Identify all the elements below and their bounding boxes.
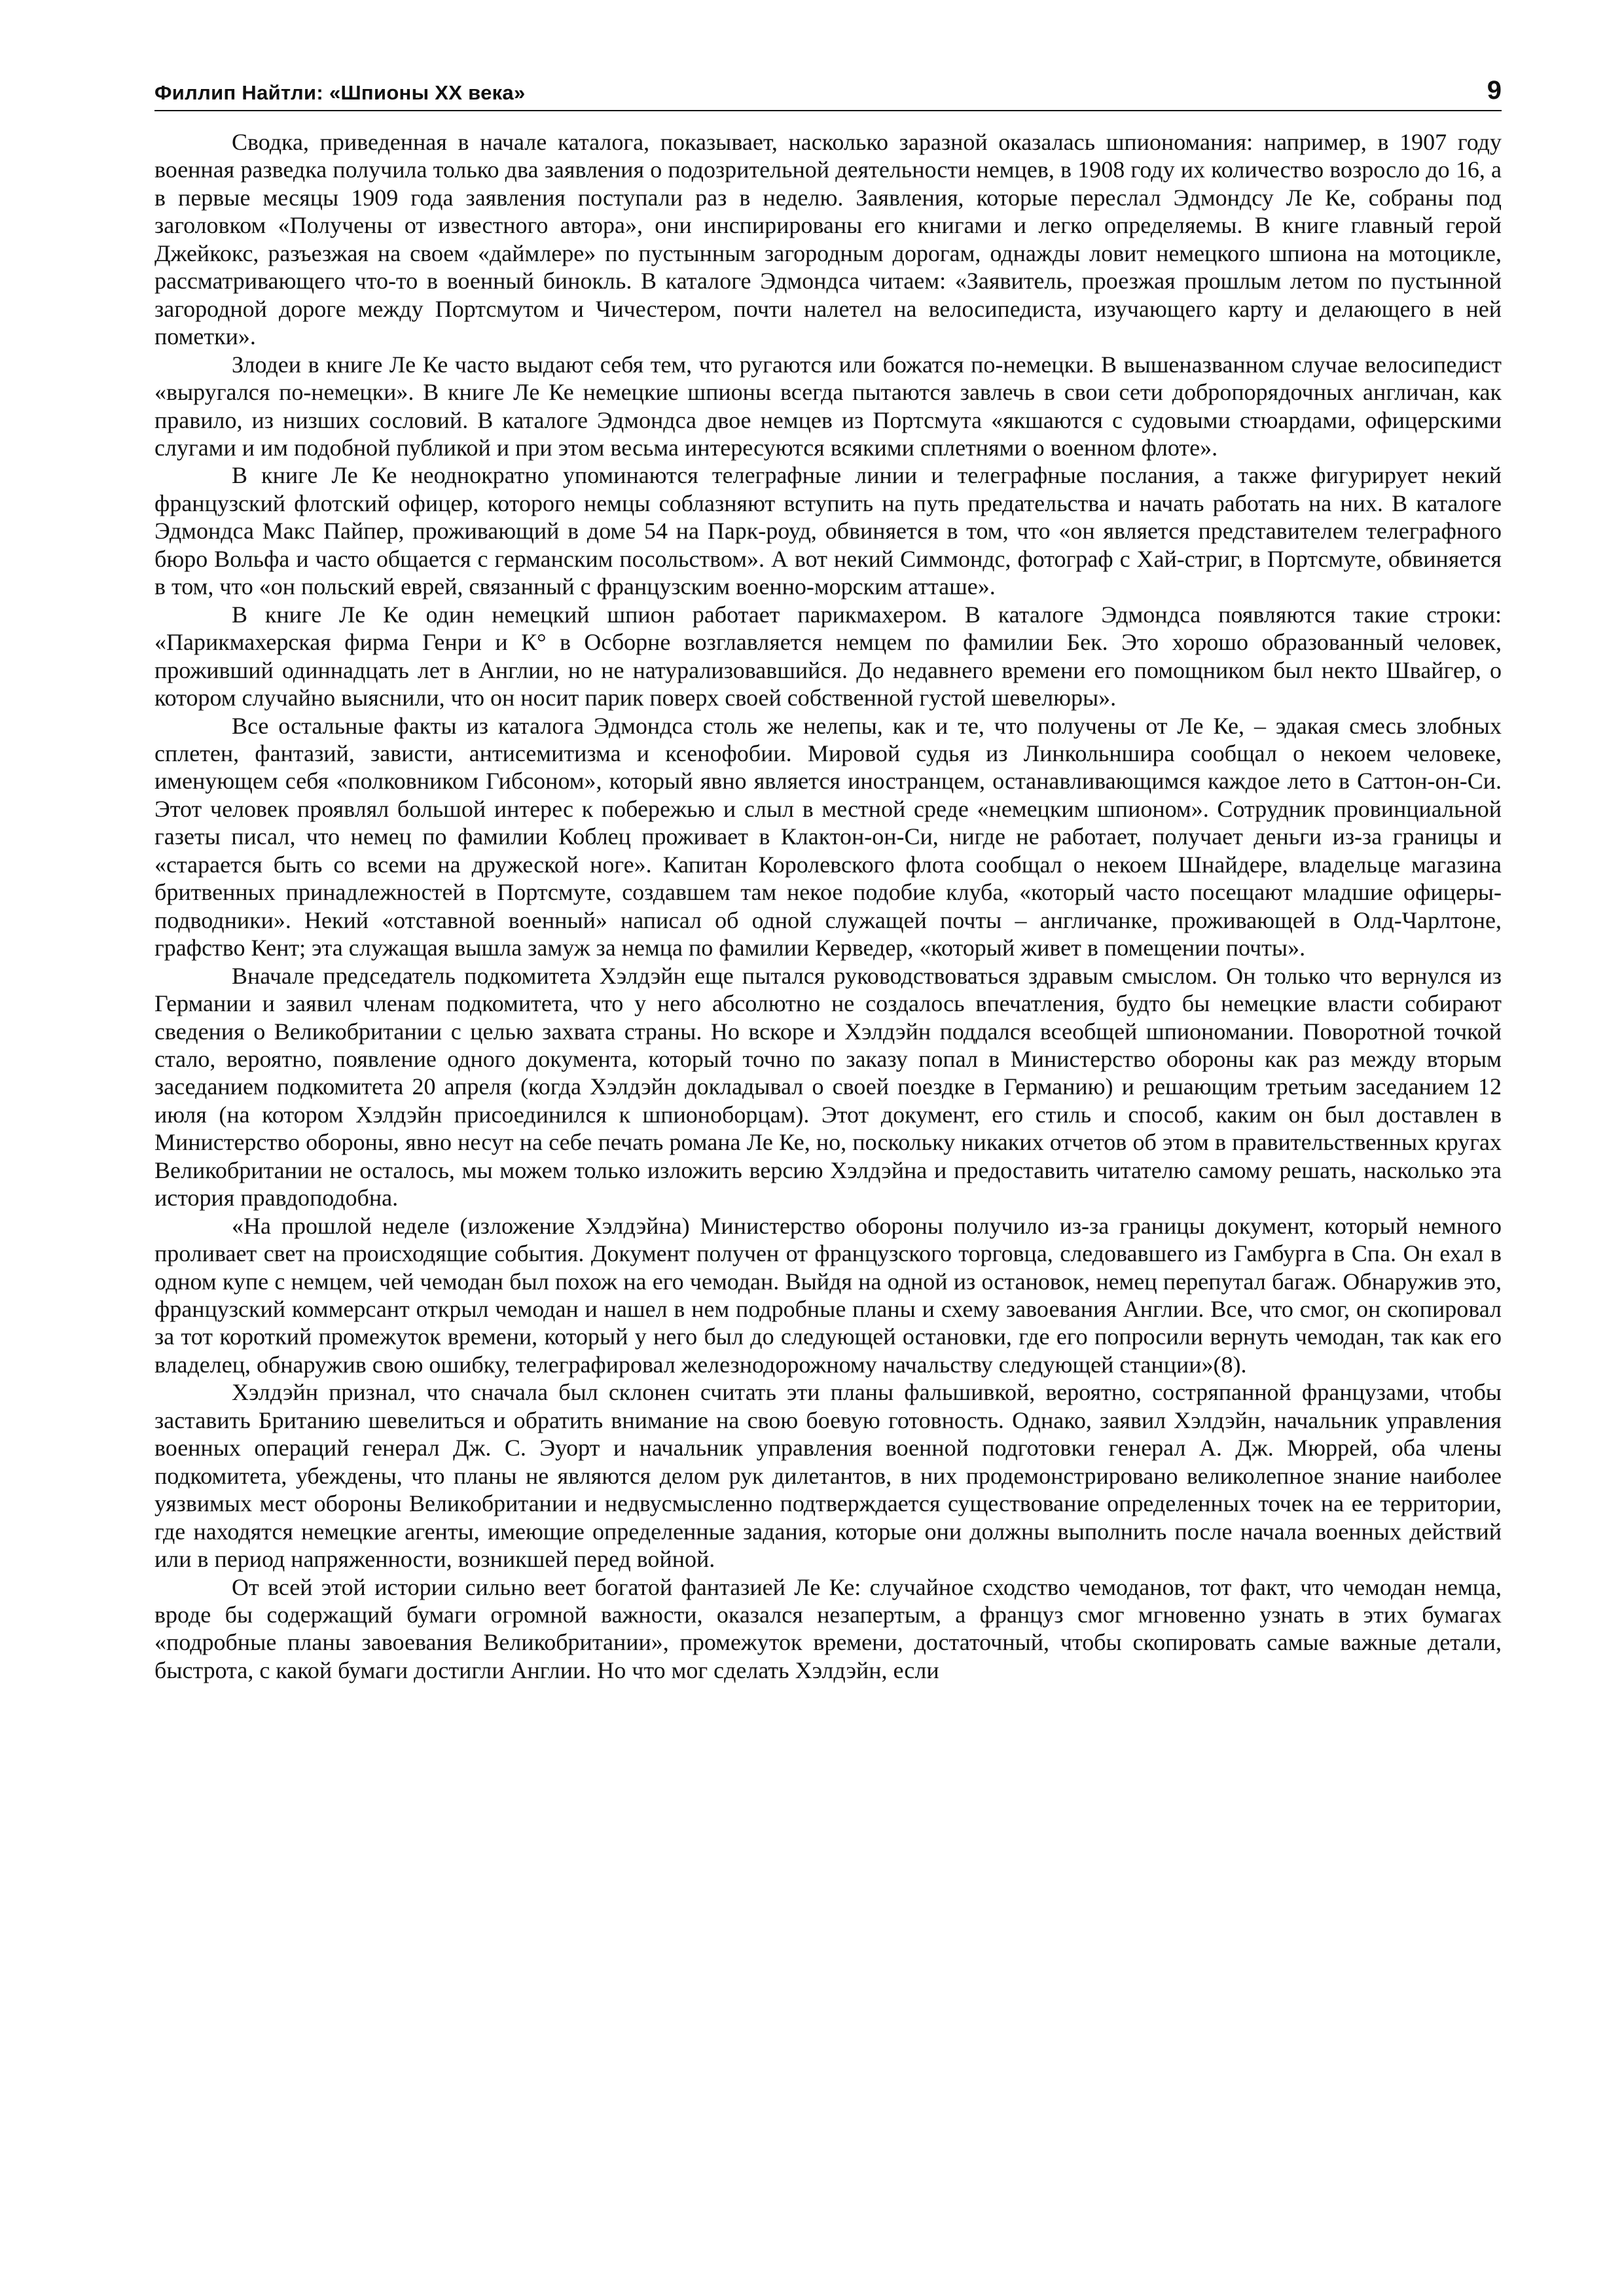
paragraph: Вначале председатель подкомитета Хэлдэйн еще пытался руководствоваться здравым смыслом. Он только что вернулся из Германии и заявил членам подкомитета, что у него абсолютно не создалось впечатления, будто бы немецкие власти собирают сведения о Великобритании с целью захвата страны. Но вскоре и Хэлдэйн поддался всеобщей шпиономании. Поворотной точкой стало, вероятно, появление одного документа, который точно по заказу попал в Министерство обороны как раз между вторым заседанием подкомитета 20 апреля (когда Хэлдэйн докладывал о своей поездке в Германию) и решающим третьим заседанием 12 июля (на котором Хэлдэйн присоединился к шпионоборцам). Этот документ, его стиль и способ, каким он был доставлен в Министерство обороны, явно несут на себе печать романа Ле Ке, но, поскольку никаких отчетов об этом в правительственных кругах Великобритании не осталось, мы можем только изложить версию Хэлдэйна и предоставить читателю самому решать, насколько эта история правдоподобна. (154, 962, 1502, 1211)
page-number: 9 (1487, 76, 1502, 105)
book-title: Филлип Найтли: «Шпионы XX века» (154, 81, 526, 104)
running-header (154, 73, 1502, 111)
body-text (154, 128, 1502, 1684)
paragraph: Все остальные факты из каталога Эдмондса столь же нелепы, как и те, что получены от Ле Ке, – эдакая смесь злобных сплетен, фантазий, зависти, антисемитизма и ксенофобии. Мировой судья из Линкольншира сообщал о некоем человеке, именующем себя «полковником Гибсоном», который явно является иностранцем, останавливающимся каждое лето в Саттон-он-Си. Этот человек проявлял большой интерес к побережью и слыл в местной среде «немецким шпионом». Сотрудник провинциальной газеты писал, что немец по фамилии Коблец проживает в Клактон-он-Си, нигде не работает, получает деньги из-за границы и «старается быть со всеми на дружеской ноге». Капитан Королевского флота сообщал о некоем Шнайдере, владельце магазина бритвенных принадлежностей в Портсмуте, создавшем там некое подобие клуба, «который часто посещают младшие офицеры-подводники». Некий «отставной военный» написал об одной служащей почты – англичанке, проживающей в Олд-Чарлтоне, графство Кент; эта служащая вышла замуж за немца по фамилии Керведер, «который живет в помещении почты». (154, 712, 1502, 961)
paragraph: В книге Ле Ке один немецкий шпион работает парикмахером. В каталоге Эдмондса появляются такие строки: «Парикмахерская фирма Генри и К° в Осборне возглавляется немцем по фамилии Бек. Это хорошо образованный человек, проживший одиннадцать лет в Англии, но не натурализовавшийся. До недавнего времени его помощником был некто Швайгер, о котором случайно выяснили, что он носит парик поверх своей собственной густой шевелюры». (154, 601, 1502, 711)
paragraph: Сводка, приведенная в начале каталога, показывает, насколько заразной оказалась шпиономания: например, в 1907 году военная разведка получила только два заявления о подозрительной деятельности немцев, в 1908 году их количество возросло до 16, а в первые месяцы 1909 года заявления поступали раз в неделю. Заявления, которые переслал Эдмондсу Ле Ке, собраны под заголовком «Получены от известного автора», они инспирированы его книгами и легко определяемы. В книге главный герой Джейкокс, разъезжая на своем «даймлере» по пустынным загородным дорогам, однажды ловит немецкого шпиона на мотоцикле, рассматривающего что-то в военный бинокль. В каталоге Эдмондса читаем: «Заявитель, проезжая прошлым летом по пустынной загородной дороге между Портсмутом и Чичестером, почти налетел на велосипедиста, изучающего карту и делающего в ней пометки». (154, 129, 1502, 350)
paragraph: Хэлдэйн признал, что сначала был склонен считать эти планы фальшивкой, вероятно, состряпанной французами, чтобы заставить Британию шевелиться и обратить внимание на свою боевую готовность. Однако, заявил Хэлдэйн, начальник управления военных операций генерал Дж. С. Эуорт и начальник управления военной подготовки генерал А. Дж. Мюррей, оба члены подкомитета, убеждены, что планы не являются делом рук дилетантов, в них продемонстрировано великолепное знание наиболее уязвимых мест обороны Великобритании и недвусмысленно подтверждается существование определенных точек на ее территории, где находятся немецкие агенты, имеющие определенные задания, которые они должны выполнить после начала военных действий или в период напряженности, возникшей перед войной. (154, 1379, 1502, 1573)
paragraph: От всей этой истории сильно веет богатой фантазией Ле Ке: случайное сходство чемоданов, тот факт, что чемодан немца, вроде бы содержащий бумаги огромной важности, оказался незапертым, а француз смог мгновенно узнать в этих бумагах «подробные планы завоевания Великобритании», промежуток времени, достаточный, чтобы скопировать самые важные детали, быстрота, с какой бумаги достигли Англии. Но что мог сделать Хэлдэйн, если (154, 1573, 1502, 1683)
paragraph: В книге Ле Ке неоднократно упоминаются телеграфные линии и телеграфные послания, а также фигурирует некий французский флотский офицер, которого немцы соблазняют вступить на путь предательства и начать работать на них. В каталоге Эдмондса Макс Пайпер, проживающий в доме 54 на Парк-роуд, обвиняется в том, что «он является представителем телеграфного бюро Вольфа и часто общается с германским посольством». А вот некий Симмондс, фотограф с Хай-стриг, в Портсмуте, обвиняется в том, что «он польский еврей, связанный с французским военно-морским атташе». (154, 462, 1502, 600)
paragraph: «На прошлой неделе (изложение Хэлдэйна) Министерство обороны получило из-за границы документ, который немного проливает свет на происходящие события. Документ получен от французского торговца, следовавшего из Гамбурга в Спа. Он ехал в одном купе с немцем, чей чемодан был похож на его чемодан. Выйдя на одной из остановок, немец перепутал багаж. Обнаружив это, французский коммерсант открыл чемодан и нашел в нем подробные планы и схему завоевания Англии. Все, что смог, он скопировал за тот короткий промежуток времени, который у него был до следующей остановки, где его попросили вернуть чемодан, так как его владелец, обнаружив свою ошибку, телеграфировал железнодорожному начальству следующей станции»(8). (154, 1212, 1502, 1378)
paragraph: Злодеи в книге Ле Ке часто выдают себя тем, что ругаются или божатся по-немецки. В вышеназванном случае велосипедист «выругался по-немецки». В книге Ле Ке немецкие шпионы всегда пытаются завлечь в свои сети добропорядочных англичан, как правило, из низших сословий. В каталоге Эдмондса двое немцев из Портсмута «якшаются с судовыми стюардами, офицерскими слугами и им подобной публикой и при этом весьма интересуются всякими сплетнями о военном флоте». (154, 351, 1502, 461)
